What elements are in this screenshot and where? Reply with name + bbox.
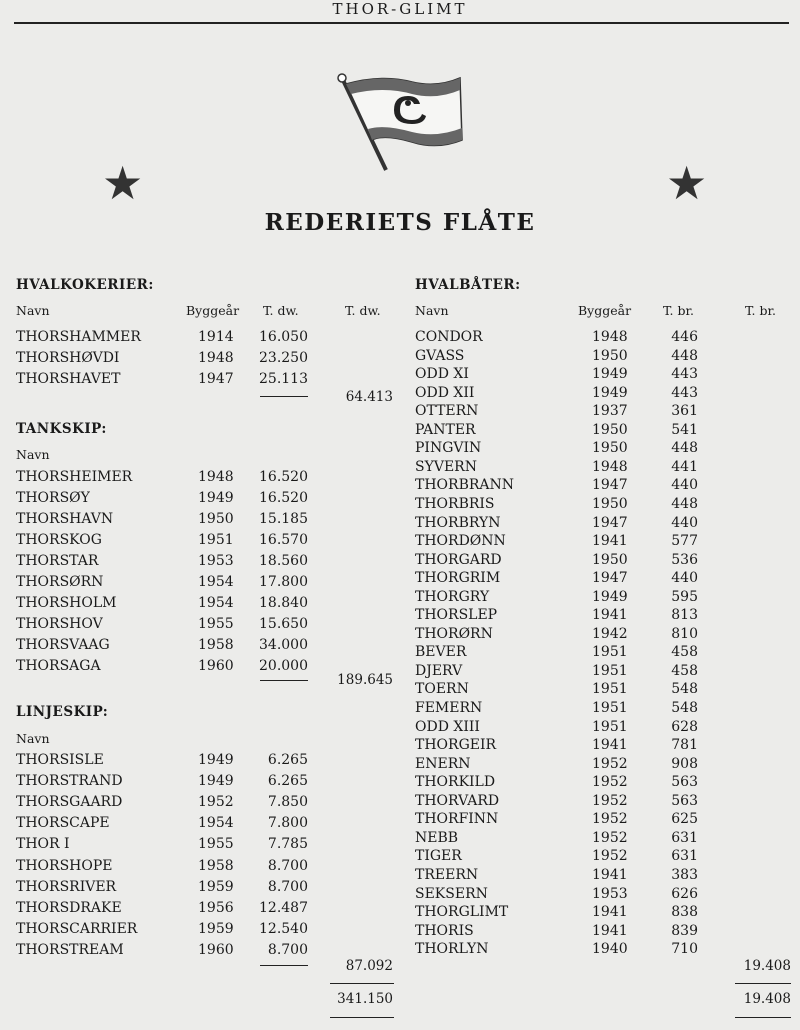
ship-name: SYVERN [415,458,477,475]
build-year: 1954 [198,574,234,590]
table-row [0,624,800,644]
col-head-name: Navn [16,731,50,746]
ship-name: THORDØNN [415,533,506,550]
tonnage: 625 [671,811,698,828]
tonnage: 20.000 [259,658,308,674]
build-year: 1949 [592,366,628,383]
tonnage: 626 [671,885,698,902]
table-row [0,327,800,347]
ship-name: THORSKOG [16,532,102,548]
ship-name: BEVER [415,644,467,661]
tonnage: 16.050 [259,329,308,345]
tonnage: 6.265 [267,773,308,790]
table-row [0,939,800,959]
table-row [0,828,800,848]
tonnage: 34.000 [259,637,308,653]
table-row [0,401,800,421]
build-year: 1951 [198,532,234,548]
tonnage: 548 [671,681,698,698]
ship-name: THORSHOV [16,616,103,632]
build-year: 1948 [198,350,234,366]
tonnage: 548 [671,700,698,716]
ship-name: THORSLEP [415,607,498,624]
tonnage: 595 [671,588,698,605]
table-row [0,457,800,477]
table-row [0,383,800,403]
tonnage: 18.840 [259,595,308,611]
ship-name: THORSTRAND [16,773,123,790]
tonnage: 16.570 [259,532,308,548]
table-row [0,921,800,941]
table-row [0,698,800,718]
tonnage: 443 [671,366,698,383]
tonnage: 15.650 [259,616,308,632]
ship-name: THORSDRAKE [16,899,122,916]
ship-name: DJERV [415,662,463,679]
section-heading-linjeskip: LINJESKIP: [16,704,109,720]
ship-name: OTTERN [415,403,479,420]
tonnage: 838 [671,904,698,921]
ship-name: GVASS [415,347,465,364]
build-year: 1947 [592,570,628,587]
tonnage: 440 [671,477,698,494]
grand-total-double-rule [330,1017,394,1018]
ship-name: THORGARD [415,551,502,568]
ship-name: THORSTAR [16,553,99,569]
tonnage: 16.520 [259,490,308,506]
tonnage: 446 [671,329,698,345]
build-year: 1941 [592,922,628,939]
ship-name: THORSGAARD [16,794,123,811]
tonnage: 8.700 [267,857,308,874]
build-year: 1948 [198,469,234,485]
tonnage: 631 [671,829,698,846]
table-row [0,846,800,866]
ship-name: PINGVIN [415,440,482,457]
ship-name: TREERN [415,866,479,883]
tonnage: 810 [671,625,698,642]
ship-name: ODD XIII [415,718,480,735]
table-row [0,568,800,588]
build-year: 1947 [592,514,628,531]
ship-name: THORSAGA [16,658,101,674]
subtotal-rule [735,983,791,984]
build-year: 1951 [592,644,628,661]
tonnage: 8.700 [267,941,308,958]
ship-name: THORBRIS [415,495,495,512]
ship-name: THORSHOLM [16,595,117,611]
tonnage: 17.800 [259,574,308,590]
build-year: 1952 [592,774,628,791]
ship-name: THORSVAAG [16,637,110,653]
col-head-tdw: T. dw. [263,303,299,318]
table-row [0,865,800,885]
grand-total-rule [330,983,394,984]
tonnage: 7.800 [267,815,308,832]
left-star-icon: ★ [102,156,144,210]
build-year: 1953 [198,553,234,569]
tonnage: 710 [671,941,698,958]
tonnage: 536 [671,551,698,568]
tonnage: 563 [671,792,698,809]
col-head-total: T. br. [745,303,777,318]
ship-name: THORGRY [415,588,490,605]
ship-name: THORFINN [415,811,499,828]
build-year: 1950 [592,551,628,568]
table-row [0,364,800,384]
ship-name: THORSCAPE [16,815,110,832]
build-year: 1941 [592,904,628,921]
build-year: 1958 [198,637,234,653]
tonnage: 12.540 [259,920,308,937]
table-row [0,531,800,551]
table-row [0,809,800,829]
table-row [0,661,800,681]
build-year: 1952 [592,829,628,846]
table-row [0,513,800,533]
build-year: 1941 [592,866,628,883]
subtotal-rule [260,965,308,966]
build-year: 1949 [198,752,234,768]
ship-name: THORKILD [415,774,496,791]
table-row [0,791,800,811]
build-year: 1950 [592,440,628,457]
ship-name: CONDOR [415,329,483,345]
col-head-name: Navn [16,447,50,462]
build-year: 1951 [592,681,628,698]
build-year: 1954 [198,595,234,611]
ship-name: ODD XI [415,366,469,383]
ship-name: TIGER [415,848,462,865]
build-year: 1959 [198,878,234,895]
build-year: 1950 [592,495,628,512]
ship-name: SEKSERN [415,885,488,902]
grand-total-double-rule [735,1017,791,1018]
tonnage: 16.520 [259,469,308,485]
build-year: 1956 [198,899,234,916]
ship-name: THORGEIR [415,737,497,754]
tonnage: 443 [671,384,698,401]
build-year: 1951 [592,662,628,679]
table-row [0,550,800,570]
table-row [0,642,800,662]
ship-name: THORSISLE [16,752,104,768]
build-year: 1950 [198,511,234,527]
ship-name: THORGLIMT [415,904,509,921]
ship-name: THORSHØVDI [16,350,120,366]
tonnage: 441 [671,458,698,475]
ship-name: THORØRN [415,625,493,642]
tonnage: 6.265 [267,752,308,768]
build-year: 1947 [198,371,234,387]
tonnage: 628 [671,718,698,735]
subtotal-tankskip: 189.645 [337,672,393,688]
col-head-name: Navn [415,303,449,318]
col-head-year: Byggeår [578,303,632,318]
ship-name: THOR I [16,836,70,853]
table-row [0,438,800,458]
table-row [0,587,800,607]
section-heading-tankskip: TANKSKIP: [16,421,107,437]
ship-name: THORSHEIMER [16,469,133,485]
build-year: 1960 [198,941,234,958]
table-row [0,346,800,366]
company-flag-icon [332,72,472,177]
table-row [0,494,800,514]
table-row [0,605,800,625]
tonnage: 813 [671,607,698,624]
right-star-icon: ★ [666,156,708,210]
tonnage: 631 [671,848,698,865]
table-row [0,884,800,904]
ship-name: THORSHOPE [16,857,113,874]
table-row [0,475,800,495]
ship-name: THORSHAMMER [16,329,141,345]
grand-total-right: 19.408 [743,991,791,1007]
col-head-year: Byggeår [186,303,240,318]
ship-name: THORIS [415,922,474,939]
col-head-name: Navn [16,303,50,318]
build-year: 1955 [198,616,234,632]
tonnage: 7.850 [267,794,308,811]
tonnage: 18.560 [259,553,308,569]
tonnage: 440 [671,514,698,531]
table-row [0,754,800,774]
ship-name: THORVARD [415,792,500,809]
build-year: 1942 [592,625,628,642]
build-year: 1952 [592,792,628,809]
tonnage: 448 [671,440,698,457]
ship-name: THORSHAVN [16,511,114,527]
page-title: REDERIETS FLÅTE [264,209,536,236]
tonnage: 23.250 [259,350,308,366]
tonnage: 383 [671,866,698,883]
tonnage: 440 [671,570,698,587]
build-year: 1955 [198,836,234,853]
tonnage: 781 [671,737,698,754]
build-year: 1958 [198,857,234,874]
build-year: 1951 [592,700,628,716]
table-row [0,420,800,440]
section-heading-hvalkokerier: HVALKOKERIER: [16,277,154,293]
build-year: 1950 [592,347,628,364]
build-year: 1941 [592,607,628,624]
tonnage: 448 [671,347,698,364]
ship-name: THORBRYN [415,514,501,531]
build-year: 1949 [592,384,628,401]
col-head-total: T. dw. [345,303,381,318]
header-rule [14,22,789,24]
ship-name: THORSTREAM [16,941,124,958]
ship-name: THORSØRN [16,574,104,590]
ship-name: THORSRIVER [16,878,117,895]
tonnage: 15.185 [259,511,308,527]
build-year: 1941 [592,533,628,550]
build-year: 1940 [592,941,628,958]
table-row [0,679,800,699]
build-year: 1960 [198,658,234,674]
tonnage: 361 [671,403,698,420]
subtotal-linjeskip: 87.092 [345,958,393,974]
tonnage: 541 [671,421,698,438]
ship-name: PANTER [415,421,476,438]
ship-name: NEBB [415,829,459,846]
build-year: 1948 [592,329,628,345]
table-row [0,735,800,755]
tonnage: 448 [671,495,698,512]
table-row [0,717,800,737]
build-year: 1952 [198,794,234,811]
build-year: 1951 [592,718,628,735]
ship-name: FEMERN [415,700,483,716]
tonnage: 12.487 [259,899,308,916]
build-year: 1948 [592,458,628,475]
build-year: 1954 [198,815,234,832]
build-year: 1949 [198,773,234,790]
ship-name: THORSCARRIER [16,920,138,937]
ship-name: THORBRANN [415,477,515,494]
section-heading-hvalbater: HVALBÅTER: [415,277,521,293]
build-year: 1959 [198,920,234,937]
tonnage: 563 [671,774,698,791]
ship-name: THORSØY [16,490,90,506]
ship-name: ENERN [415,755,471,772]
build-year: 1947 [592,477,628,494]
build-year: 1937 [592,403,628,420]
tonnage: 458 [671,662,698,679]
ship-name: ODD XII [415,384,475,401]
ship-name: TOERN [415,681,469,698]
tonnage: 908 [671,755,698,772]
build-year: 1952 [592,755,628,772]
tonnage: 839 [671,922,698,939]
tonnage: 8.700 [267,878,308,895]
build-year: 1941 [592,737,628,754]
build-year: 1949 [198,490,234,506]
tonnage: 25.113 [259,371,308,387]
table-row [0,902,800,922]
build-year: 1952 [592,811,628,828]
build-year: 1953 [592,885,628,902]
build-year: 1914 [198,329,234,345]
grand-total-left: 341.150 [337,991,393,1007]
table-row [0,772,800,792]
ship-name: THORSHAVET [16,371,121,387]
tonnage: 458 [671,644,698,661]
subtotal-hvalkokerier: 64.413 [345,389,393,405]
col-head-tbr: T. br. [663,303,695,318]
ship-name: THORGRIM [415,570,501,587]
running-title: THOR-GLIMT [332,0,468,18]
tonnage: 7.785 [267,836,308,853]
build-year: 1950 [592,421,628,438]
ship-name: THORLYN [415,941,489,958]
tonnage: 577 [671,533,698,550]
build-year: 1949 [592,588,628,605]
build-year: 1952 [592,848,628,865]
subtotal-hvalbater: 19.408 [743,958,791,974]
